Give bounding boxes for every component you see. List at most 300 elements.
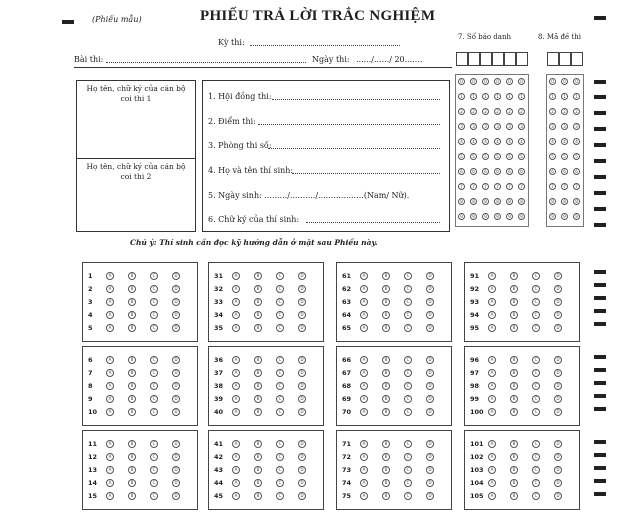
answer-bubble[interactable]: A — [106, 272, 114, 280]
answer-bubble[interactable]: D — [554, 453, 562, 461]
answer-bubble[interactable]: A — [360, 453, 368, 461]
answer-bubble[interactable]: D — [426, 408, 434, 416]
answer-bubble[interactable]: A — [106, 440, 114, 448]
answer-bubble[interactable]: D — [298, 298, 306, 306]
answer-bubble[interactable]: C — [532, 285, 540, 293]
answer-bubble[interactable]: C — [276, 356, 284, 364]
answer-bubble[interactable]: D — [298, 382, 306, 390]
digit-bubble[interactable]: 5 — [506, 153, 513, 160]
digit-bubble[interactable]: 2 — [458, 108, 465, 115]
answer-bubble[interactable]: B — [382, 272, 390, 280]
answer-bubble[interactable]: C — [404, 272, 412, 280]
answer-bubble[interactable]: B — [128, 395, 136, 403]
answer-bubble[interactable]: B — [254, 285, 262, 293]
answer-bubble[interactable]: D — [426, 311, 434, 319]
answer-bubble[interactable]: C — [532, 369, 540, 377]
answer-bubble[interactable]: B — [254, 311, 262, 319]
digit-bubble[interactable]: 6 — [573, 168, 580, 175]
answer-bubble[interactable]: C — [532, 479, 540, 487]
answer-bubble[interactable]: B — [382, 395, 390, 403]
answer-bubble[interactable]: D — [426, 453, 434, 461]
answer-bubble[interactable]: D — [554, 440, 562, 448]
answer-bubble[interactable]: C — [150, 395, 158, 403]
answer-bubble[interactable]: D — [172, 311, 180, 319]
answer-bubble[interactable]: A — [488, 395, 496, 403]
answer-bubble[interactable]: C — [150, 369, 158, 377]
digit-bubble[interactable]: 0 — [573, 78, 580, 85]
digit-bubble[interactable]: 9 — [573, 213, 580, 220]
digit-bubble[interactable]: 1 — [561, 93, 568, 100]
digit-bubble[interactable]: 8 — [494, 198, 501, 205]
answer-bubble[interactable]: B — [128, 356, 136, 364]
digit-bubble[interactable]: 0 — [482, 78, 489, 85]
digit-bubble[interactable]: 2 — [470, 108, 477, 115]
digit-bubble[interactable]: 1 — [518, 93, 525, 100]
answer-bubble[interactable]: C — [532, 324, 540, 332]
answer-bubble[interactable]: C — [532, 382, 540, 390]
answer-bubble[interactable]: A — [232, 453, 240, 461]
answer-bubble[interactable]: D — [426, 382, 434, 390]
answer-bubble[interactable]: D — [298, 311, 306, 319]
answer-bubble[interactable]: C — [404, 369, 412, 377]
answer-bubble[interactable]: C — [150, 466, 158, 474]
digit-bubble[interactable]: 6 — [494, 168, 501, 175]
digit-bubble[interactable]: 7 — [549, 183, 556, 190]
answer-bubble[interactable]: B — [128, 466, 136, 474]
digit-bubble[interactable]: 1 — [573, 93, 580, 100]
answer-bubble[interactable]: C — [532, 453, 540, 461]
answer-bubble[interactable]: D — [554, 382, 562, 390]
answer-bubble[interactable]: B — [510, 311, 518, 319]
answer-bubble[interactable]: A — [106, 466, 114, 474]
digit-bubble[interactable]: 4 — [470, 138, 477, 145]
digit-bubble[interactable]: 7 — [494, 183, 501, 190]
answer-bubble[interactable]: A — [488, 285, 496, 293]
digit-bubble[interactable]: 5 — [470, 153, 477, 160]
digit-bubble[interactable]: 6 — [549, 168, 556, 175]
answer-bubble[interactable]: C — [150, 356, 158, 364]
answer-bubble[interactable]: B — [382, 369, 390, 377]
digit-bubble[interactable]: 3 — [458, 123, 465, 130]
answer-bubble[interactable]: B — [128, 440, 136, 448]
answer-bubble[interactable]: B — [510, 479, 518, 487]
answer-bubble[interactable]: A — [106, 492, 114, 500]
digit-bubble[interactable]: 6 — [506, 168, 513, 175]
answer-bubble[interactable]: C — [404, 324, 412, 332]
answer-bubble[interactable]: C — [404, 492, 412, 500]
digit-bubble[interactable]: 1 — [458, 93, 465, 100]
digit-bubble[interactable]: 0 — [549, 78, 556, 85]
answer-bubble[interactable]: A — [106, 285, 114, 293]
answer-bubble[interactable]: B — [510, 272, 518, 280]
digit-bubble[interactable]: 8 — [506, 198, 513, 205]
digit-bubble[interactable]: 6 — [470, 168, 477, 175]
answer-bubble[interactable]: C — [404, 395, 412, 403]
digit-bubble[interactable]: 3 — [470, 123, 477, 130]
answer-bubble[interactable]: B — [128, 492, 136, 500]
answer-bubble[interactable]: A — [488, 466, 496, 474]
answer-bubble[interactable]: B — [382, 285, 390, 293]
answer-bubble[interactable]: B — [254, 440, 262, 448]
answer-bubble[interactable]: A — [106, 324, 114, 332]
answer-bubble[interactable]: D — [298, 272, 306, 280]
digit-bubble[interactable]: 0 — [470, 78, 477, 85]
digit-bubble[interactable]: 3 — [506, 123, 513, 130]
answer-bubble[interactable]: D — [554, 479, 562, 487]
answer-bubble[interactable]: C — [150, 311, 158, 319]
answer-bubble[interactable]: C — [404, 440, 412, 448]
answer-bubble[interactable]: D — [298, 479, 306, 487]
answer-bubble[interactable]: B — [510, 492, 518, 500]
digit-bubble[interactable]: 6 — [518, 168, 525, 175]
digit-bubble[interactable]: 4 — [482, 138, 489, 145]
digit-bubble[interactable]: 7 — [573, 183, 580, 190]
answer-bubble[interactable]: B — [510, 285, 518, 293]
answer-bubble[interactable]: D — [172, 440, 180, 448]
answer-bubble[interactable]: B — [254, 453, 262, 461]
answer-bubble[interactable]: A — [360, 311, 368, 319]
answer-bubble[interactable]: B — [254, 324, 262, 332]
answer-bubble[interactable]: C — [532, 356, 540, 364]
answer-bubble[interactable]: C — [276, 479, 284, 487]
answer-bubble[interactable]: A — [106, 453, 114, 461]
answer-bubble[interactable]: B — [382, 324, 390, 332]
answer-bubble[interactable]: B — [254, 369, 262, 377]
answer-bubble[interactable]: A — [232, 285, 240, 293]
answer-bubble[interactable]: C — [276, 395, 284, 403]
answer-bubble[interactable]: D — [554, 408, 562, 416]
answer-bubble[interactable]: B — [382, 492, 390, 500]
digit-bubble[interactable]: 4 — [506, 138, 513, 145]
digit-bubble[interactable]: 9 — [549, 213, 556, 220]
digit-bubble[interactable]: 7 — [458, 183, 465, 190]
answer-bubble[interactable]: B — [128, 324, 136, 332]
answer-bubble[interactable]: B — [128, 285, 136, 293]
answer-bubble[interactable]: A — [232, 492, 240, 500]
answer-bubble[interactable]: C — [276, 408, 284, 416]
answer-bubble[interactable]: B — [254, 408, 262, 416]
digit-bubble[interactable]: 8 — [549, 198, 556, 205]
digit-bubble[interactable]: 0 — [561, 78, 568, 85]
digit-bubble[interactable]: 8 — [561, 198, 568, 205]
digit-bubble[interactable]: 2 — [482, 108, 489, 115]
answer-bubble[interactable]: D — [426, 479, 434, 487]
digit-bubble[interactable]: 0 — [518, 78, 525, 85]
answer-bubble[interactable]: B — [128, 272, 136, 280]
digit-bubble[interactable]: 4 — [549, 138, 556, 145]
answer-bubble[interactable]: C — [276, 285, 284, 293]
answer-bubble[interactable]: B — [128, 479, 136, 487]
answer-bubble[interactable]: A — [360, 298, 368, 306]
answer-bubble[interactable]: C — [276, 382, 284, 390]
answer-bubble[interactable]: C — [404, 479, 412, 487]
answer-bubble[interactable]: A — [106, 479, 114, 487]
digit-bubble[interactable]: 1 — [470, 93, 477, 100]
answer-bubble[interactable]: D — [554, 324, 562, 332]
answer-bubble[interactable]: A — [232, 356, 240, 364]
answer-bubble[interactable]: C — [532, 408, 540, 416]
answer-bubble[interactable]: A — [360, 479, 368, 487]
answer-bubble[interactable]: D — [554, 298, 562, 306]
answer-bubble[interactable]: D — [426, 440, 434, 448]
answer-bubble[interactable]: C — [404, 408, 412, 416]
digit-bubble[interactable]: 2 — [494, 108, 501, 115]
digit-bubble[interactable]: 4 — [561, 138, 568, 145]
answer-bubble[interactable]: D — [426, 298, 434, 306]
answer-bubble[interactable]: A — [232, 369, 240, 377]
answer-bubble[interactable]: A — [232, 440, 240, 448]
answer-bubble[interactable]: C — [404, 356, 412, 364]
answer-bubble[interactable]: A — [360, 356, 368, 364]
digit-bubble[interactable]: 2 — [506, 108, 513, 115]
answer-bubble[interactable]: A — [232, 272, 240, 280]
answer-bubble[interactable]: D — [298, 408, 306, 416]
answer-bubble[interactable]: B — [128, 453, 136, 461]
answer-bubble[interactable]: D — [298, 395, 306, 403]
answer-bubble[interactable]: D — [426, 356, 434, 364]
answer-bubble[interactable]: C — [276, 298, 284, 306]
digit-bubble[interactable]: 8 — [573, 198, 580, 205]
digit-bubble[interactable]: 9 — [506, 213, 513, 220]
answer-bubble[interactable]: C — [404, 466, 412, 474]
answer-bubble[interactable]: B — [510, 298, 518, 306]
answer-bubble[interactable]: C — [276, 324, 284, 332]
answer-bubble[interactable]: D — [298, 285, 306, 293]
digit-bubble[interactable]: 9 — [470, 213, 477, 220]
answer-bubble[interactable]: C — [276, 466, 284, 474]
digit-bubble[interactable]: 4 — [494, 138, 501, 145]
answer-bubble[interactable]: D — [426, 285, 434, 293]
answer-bubble[interactable]: A — [360, 324, 368, 332]
digit-bubble[interactable]: 8 — [458, 198, 465, 205]
answer-bubble[interactable]: C — [150, 285, 158, 293]
answer-bubble[interactable]: A — [360, 492, 368, 500]
digit-bubble[interactable]: 7 — [470, 183, 477, 190]
answer-bubble[interactable]: C — [532, 311, 540, 319]
answer-bubble[interactable]: C — [532, 492, 540, 500]
digit-bubble[interactable]: 4 — [458, 138, 465, 145]
answer-bubble[interactable]: D — [426, 324, 434, 332]
digit-bubble[interactable]: 1 — [482, 93, 489, 100]
answer-bubble[interactable]: C — [532, 466, 540, 474]
answer-bubble[interactable]: C — [404, 453, 412, 461]
answer-bubble[interactable]: B — [382, 382, 390, 390]
answer-bubble[interactable]: A — [488, 440, 496, 448]
digit-bubble[interactable]: 4 — [518, 138, 525, 145]
answer-bubble[interactable]: C — [532, 272, 540, 280]
answer-bubble[interactable]: B — [254, 479, 262, 487]
answer-bubble[interactable]: D — [172, 453, 180, 461]
answer-bubble[interactable]: D — [172, 395, 180, 403]
answer-bubble[interactable]: A — [106, 311, 114, 319]
answer-bubble[interactable]: B — [510, 395, 518, 403]
answer-bubble[interactable]: B — [128, 311, 136, 319]
answer-bubble[interactable]: C — [532, 440, 540, 448]
answer-bubble[interactable]: A — [106, 408, 114, 416]
digit-bubble[interactable]: 5 — [494, 153, 501, 160]
answer-bubble[interactable]: A — [232, 324, 240, 332]
answer-bubble[interactable]: A — [360, 395, 368, 403]
digit-bubble[interactable]: 9 — [518, 213, 525, 220]
answer-bubble[interactable]: D — [426, 395, 434, 403]
answer-bubble[interactable]: A — [488, 272, 496, 280]
answer-bubble[interactable]: C — [150, 479, 158, 487]
answer-bubble[interactable]: C — [404, 285, 412, 293]
answer-bubble[interactable]: B — [510, 408, 518, 416]
answer-bubble[interactable]: B — [382, 479, 390, 487]
digit-bubble[interactable]: 8 — [470, 198, 477, 205]
digit-bubble[interactable]: 3 — [561, 123, 568, 130]
answer-bubble[interactable]: B — [382, 408, 390, 416]
answer-bubble[interactable]: D — [554, 369, 562, 377]
answer-bubble[interactable]: C — [276, 311, 284, 319]
answer-bubble[interactable]: A — [488, 492, 496, 500]
answer-bubble[interactable]: C — [404, 311, 412, 319]
digit-bubble[interactable]: 8 — [518, 198, 525, 205]
answer-bubble[interactable]: D — [172, 298, 180, 306]
answer-bubble[interactable]: B — [382, 466, 390, 474]
answer-bubble[interactable]: D — [554, 356, 562, 364]
digit-bubble[interactable]: 7 — [518, 183, 525, 190]
digit-bubble[interactable]: 1 — [506, 93, 513, 100]
digit-bubble[interactable]: 0 — [494, 78, 501, 85]
answer-bubble[interactable]: B — [254, 272, 262, 280]
digit-bubble[interactable]: 7 — [506, 183, 513, 190]
answer-bubble[interactable]: C — [150, 324, 158, 332]
answer-bubble[interactable]: D — [298, 369, 306, 377]
answer-bubble[interactable]: C — [150, 298, 158, 306]
answer-bubble[interactable]: D — [172, 382, 180, 390]
answer-bubble[interactable]: A — [488, 298, 496, 306]
answer-bubble[interactable]: C — [532, 298, 540, 306]
answer-bubble[interactable]: A — [232, 395, 240, 403]
answer-bubble[interactable]: A — [488, 453, 496, 461]
digit-bubble[interactable]: 5 — [482, 153, 489, 160]
digit-bubble[interactable]: 9 — [458, 213, 465, 220]
answer-bubble[interactable]: C — [276, 369, 284, 377]
answer-bubble[interactable]: D — [298, 324, 306, 332]
answer-bubble[interactable]: B — [254, 466, 262, 474]
answer-bubble[interactable]: B — [510, 324, 518, 332]
answer-bubble[interactable]: A — [106, 356, 114, 364]
answer-bubble[interactable]: A — [488, 479, 496, 487]
answer-bubble[interactable]: D — [426, 466, 434, 474]
answer-bubble[interactable]: B — [382, 298, 390, 306]
answer-bubble[interactable]: A — [360, 369, 368, 377]
digit-bubble[interactable]: 3 — [573, 123, 580, 130]
answer-bubble[interactable]: B — [382, 356, 390, 364]
answer-bubble[interactable]: A — [232, 466, 240, 474]
digit-bubble[interactable]: 6 — [482, 168, 489, 175]
digit-bubble[interactable]: 6 — [561, 168, 568, 175]
answer-bubble[interactable]: A — [360, 382, 368, 390]
answer-bubble[interactable]: B — [510, 453, 518, 461]
answer-bubble[interactable]: A — [232, 298, 240, 306]
answer-bubble[interactable]: D — [554, 272, 562, 280]
answer-bubble[interactable]: C — [404, 382, 412, 390]
answer-bubble[interactable]: A — [488, 356, 496, 364]
digit-bubble[interactable]: 7 — [561, 183, 568, 190]
answer-bubble[interactable]: B — [128, 298, 136, 306]
digit-bubble[interactable]: 3 — [518, 123, 525, 130]
answer-bubble[interactable]: B — [128, 408, 136, 416]
answer-bubble[interactable]: B — [254, 395, 262, 403]
answer-bubble[interactable]: D — [172, 285, 180, 293]
digit-bubble[interactable]: 2 — [518, 108, 525, 115]
answer-bubble[interactable]: A — [232, 479, 240, 487]
digit-bubble[interactable]: 5 — [573, 153, 580, 160]
answer-bubble[interactable]: B — [510, 440, 518, 448]
answer-bubble[interactable]: A — [106, 298, 114, 306]
answer-bubble[interactable]: C — [404, 298, 412, 306]
digit-bubble[interactable]: 5 — [458, 153, 465, 160]
answer-bubble[interactable]: A — [488, 324, 496, 332]
answer-bubble[interactable]: D — [298, 492, 306, 500]
answer-bubble[interactable]: D — [426, 272, 434, 280]
answer-bubble[interactable]: B — [254, 382, 262, 390]
answer-bubble[interactable]: B — [128, 382, 136, 390]
digit-bubble[interactable]: 9 — [494, 213, 501, 220]
answer-bubble[interactable]: A — [360, 440, 368, 448]
answer-bubble[interactable]: D — [554, 492, 562, 500]
digit-bubble[interactable]: 9 — [561, 213, 568, 220]
digit-bubble[interactable]: 5 — [561, 153, 568, 160]
digit-bubble[interactable]: 7 — [482, 183, 489, 190]
digit-bubble[interactable]: 3 — [494, 123, 501, 130]
answer-bubble[interactable]: D — [172, 369, 180, 377]
answer-bubble[interactable]: D — [298, 356, 306, 364]
digit-bubble[interactable]: 1 — [549, 93, 556, 100]
digit-bubble[interactable]: 4 — [573, 138, 580, 145]
answer-bubble[interactable]: A — [360, 408, 368, 416]
digit-bubble[interactable]: 2 — [573, 108, 580, 115]
answer-bubble[interactable]: C — [150, 382, 158, 390]
digit-bubble[interactable]: 2 — [549, 108, 556, 115]
answer-bubble[interactable]: D — [172, 356, 180, 364]
answer-bubble[interactable]: D — [298, 466, 306, 474]
answer-bubble[interactable]: C — [276, 492, 284, 500]
answer-bubble[interactable]: A — [488, 369, 496, 377]
digit-bubble[interactable]: 0 — [506, 78, 513, 85]
answer-bubble[interactable]: B — [254, 356, 262, 364]
digit-bubble[interactable]: 9 — [482, 213, 489, 220]
answer-bubble[interactable]: B — [510, 369, 518, 377]
answer-bubble[interactable]: C — [150, 453, 158, 461]
digit-bubble[interactable]: 5 — [549, 153, 556, 160]
answer-bubble[interactable]: B — [254, 298, 262, 306]
answer-bubble[interactable]: D — [298, 453, 306, 461]
answer-bubble[interactable]: C — [150, 408, 158, 416]
digit-bubble[interactable]: 5 — [518, 153, 525, 160]
digit-bubble[interactable]: 0 — [458, 78, 465, 85]
answer-bubble[interactable]: B — [382, 440, 390, 448]
answer-bubble[interactable]: B — [382, 311, 390, 319]
answer-bubble[interactable]: D — [554, 466, 562, 474]
answer-bubble[interactable]: A — [232, 311, 240, 319]
answer-bubble[interactable]: D — [554, 285, 562, 293]
answer-bubble[interactable]: D — [426, 492, 434, 500]
answer-bubble[interactable]: D — [298, 440, 306, 448]
answer-bubble[interactable]: B — [510, 466, 518, 474]
answer-bubble[interactable]: D — [172, 324, 180, 332]
answer-bubble[interactable]: A — [488, 382, 496, 390]
answer-bubble[interactable]: A — [232, 382, 240, 390]
answer-bubble[interactable]: C — [276, 272, 284, 280]
answer-bubble[interactable]: A — [360, 285, 368, 293]
answer-bubble[interactable]: B — [254, 492, 262, 500]
answer-bubble[interactable]: D — [554, 395, 562, 403]
answer-bubble[interactable]: B — [510, 382, 518, 390]
